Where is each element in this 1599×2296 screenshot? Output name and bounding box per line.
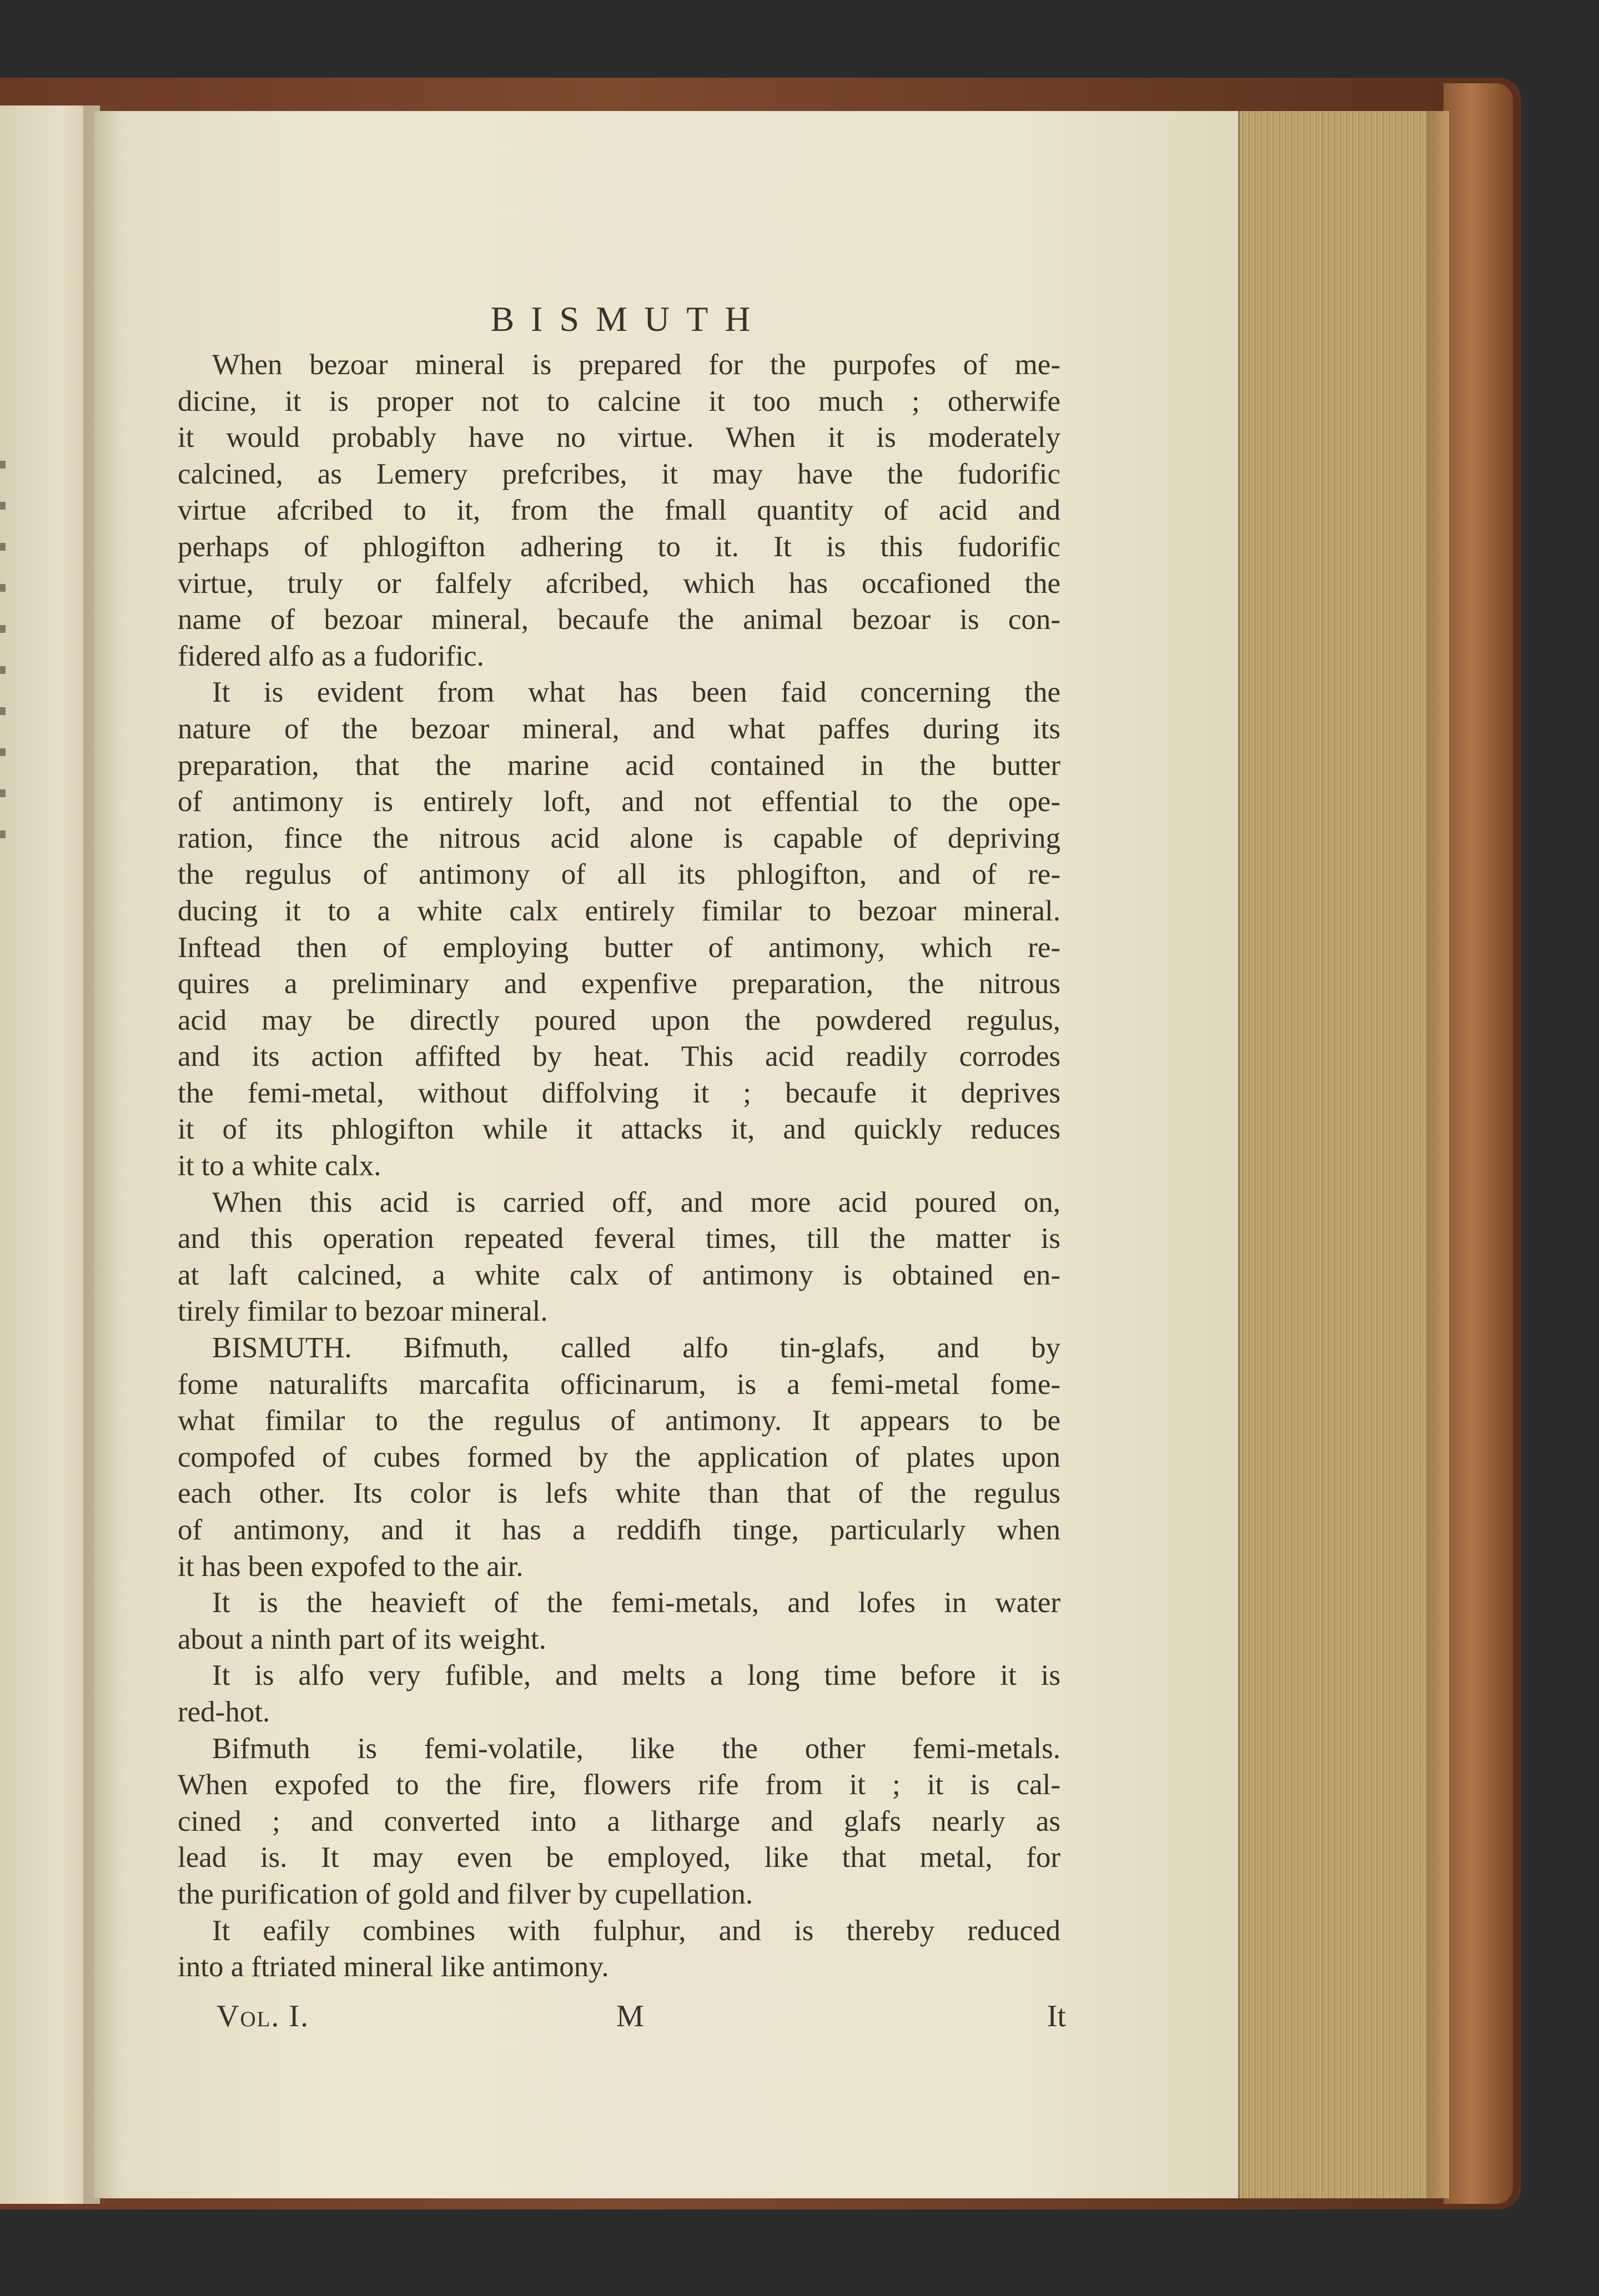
text-line: It is evident from what has been faid concerning the <box>212 676 1060 709</box>
text-line: It is the heavieft of the femi-metals, and lofes in water <box>212 1587 1060 1619</box>
text-line: nature of the bezoar mineral, and what paffes during its <box>178 712 1060 745</box>
page-footer <box>217 1998 1066 2037</box>
text-line: quires a preliminary and expenfive preparation, the nitrous <box>178 968 1060 1000</box>
text-line: dicine, it is proper not to calcine it too much ; otherwife <box>178 385 1060 417</box>
signature-mark: M <box>616 1999 644 2033</box>
text-line: it would probably have no virtue. When it is moderately <box>178 421 1060 454</box>
text-line: each other. Its color is lefs white than that of the regulus <box>178 1477 1060 1510</box>
text-line: acid may be directly poured upon the powdered regulus, <box>178 1004 1060 1036</box>
text-line: compofed of cubes formed by the application of plates upon <box>178 1441 1060 1473</box>
text-line: it to a white calx. <box>178 1150 381 1182</box>
text-line: and its action affifted by heat. This acid readily corrodes <box>178 1040 1060 1073</box>
text-line: perhaps of phlogifton adhering to it. It is this fudorific <box>178 530 1060 563</box>
text-line: it has been expofed to the air. <box>178 1550 524 1583</box>
text-line: red-hot. <box>178 1695 270 1728</box>
text-line: of antimony is entirely loft, and not effential to the ope- <box>178 786 1060 818</box>
volume-number: Vol. I. <box>217 1999 310 2033</box>
text-line: When this acid is carried off, and more acid poured on, <box>212 1186 1060 1219</box>
text-line: preparation, that the marine acid contained in the butter <box>178 749 1060 782</box>
text-line: name of bezoar mineral, becaufe the animal bezoar is con- <box>178 603 1060 636</box>
text-line: virtue afcribed to it, from the fmall quantity of acid and <box>178 494 1060 527</box>
text-line: about a ninth part of its weight. <box>178 1623 546 1655</box>
text-line: fome naturalifts marcafita officinarum, is a femi-metal fome- <box>178 1368 1060 1401</box>
text-line: the femi-metal, without diffolving it ; becaufe it deprives <box>178 1076 1060 1109</box>
text-line: Inftead then of employing butter of antimony, which re- <box>178 931 1060 964</box>
text-line: the purification of gold and filver by cupellation. <box>178 1877 753 1910</box>
text-line: Bifmuth is femi-volatile, like the other femi-metals. <box>212 1732 1060 1765</box>
page-gutter-shadow <box>83 105 122 2204</box>
text-line: lead is. It may even be employed, like that metal, for <box>178 1841 1060 1874</box>
text-line: and this operation repeated feveral times, till the matter is <box>178 1222 1060 1255</box>
text-line: When bezoar mineral is prepared for the purpofes of me- <box>212 349 1060 381</box>
text-line: into a ftriated mineral like antimony. <box>178 1951 609 1983</box>
book-cover-edge <box>1444 83 1513 2204</box>
body-text <box>178 347 1060 1986</box>
text-line: it of its phlogifton while it attacks it, and quickly reduces <box>178 1113 1060 1146</box>
text-line: When expofed to the fire, flowers rife from it ; it is cal- <box>178 1769 1060 1801</box>
text-line: ration, fince the nitrous acid alone is capable of depriving <box>178 822 1060 854</box>
text-line: tirely fimilar to bezoar mineral. <box>178 1295 548 1328</box>
text-line: what fimilar to the regulus of antimony. It appears to be <box>178 1404 1060 1437</box>
text-line: fidered alfo as a fudorific. <box>178 640 484 672</box>
text-line: It is alfo very fufible, and melts a long time before it is <box>212 1659 1060 1692</box>
text-line: virtue, truly or falfely afcribed, which has occafioned the <box>178 567 1060 600</box>
text-line: the regulus of antimony of all its phlogifton, and of re- <box>178 858 1060 891</box>
page-text-block <box>178 297 1060 1986</box>
left-page-text-fragments <box>0 461 17 872</box>
text-line: BISMUTH. Bifmuth, called alfo tin-glafs, and by <box>212 1332 1060 1364</box>
text-line: It eafily combines with fulphur, and is thereby reduced <box>212 1914 1060 1947</box>
text-line: of antimony, and it has a reddifh tinge, particularly when <box>178 1514 1060 1546</box>
page-block-edges <box>1238 111 1429 2198</box>
text-line: ducing it to a white calx entirely fimilar to bezoar mineral. <box>178 894 1060 927</box>
text-line: at laft calcined, a white calx of antimony is obtained en- <box>178 1258 1060 1291</box>
running-title: BISMUTH <box>490 299 767 339</box>
text-line: cined ; and converted into a litharge and glafs nearly as <box>178 1805 1060 1837</box>
text-line: calcined, as Lemery prefcribes, it may have the fudorific <box>178 457 1060 490</box>
page-block-cap <box>1427 111 1449 2198</box>
catchword: It <box>1047 1999 1066 2033</box>
